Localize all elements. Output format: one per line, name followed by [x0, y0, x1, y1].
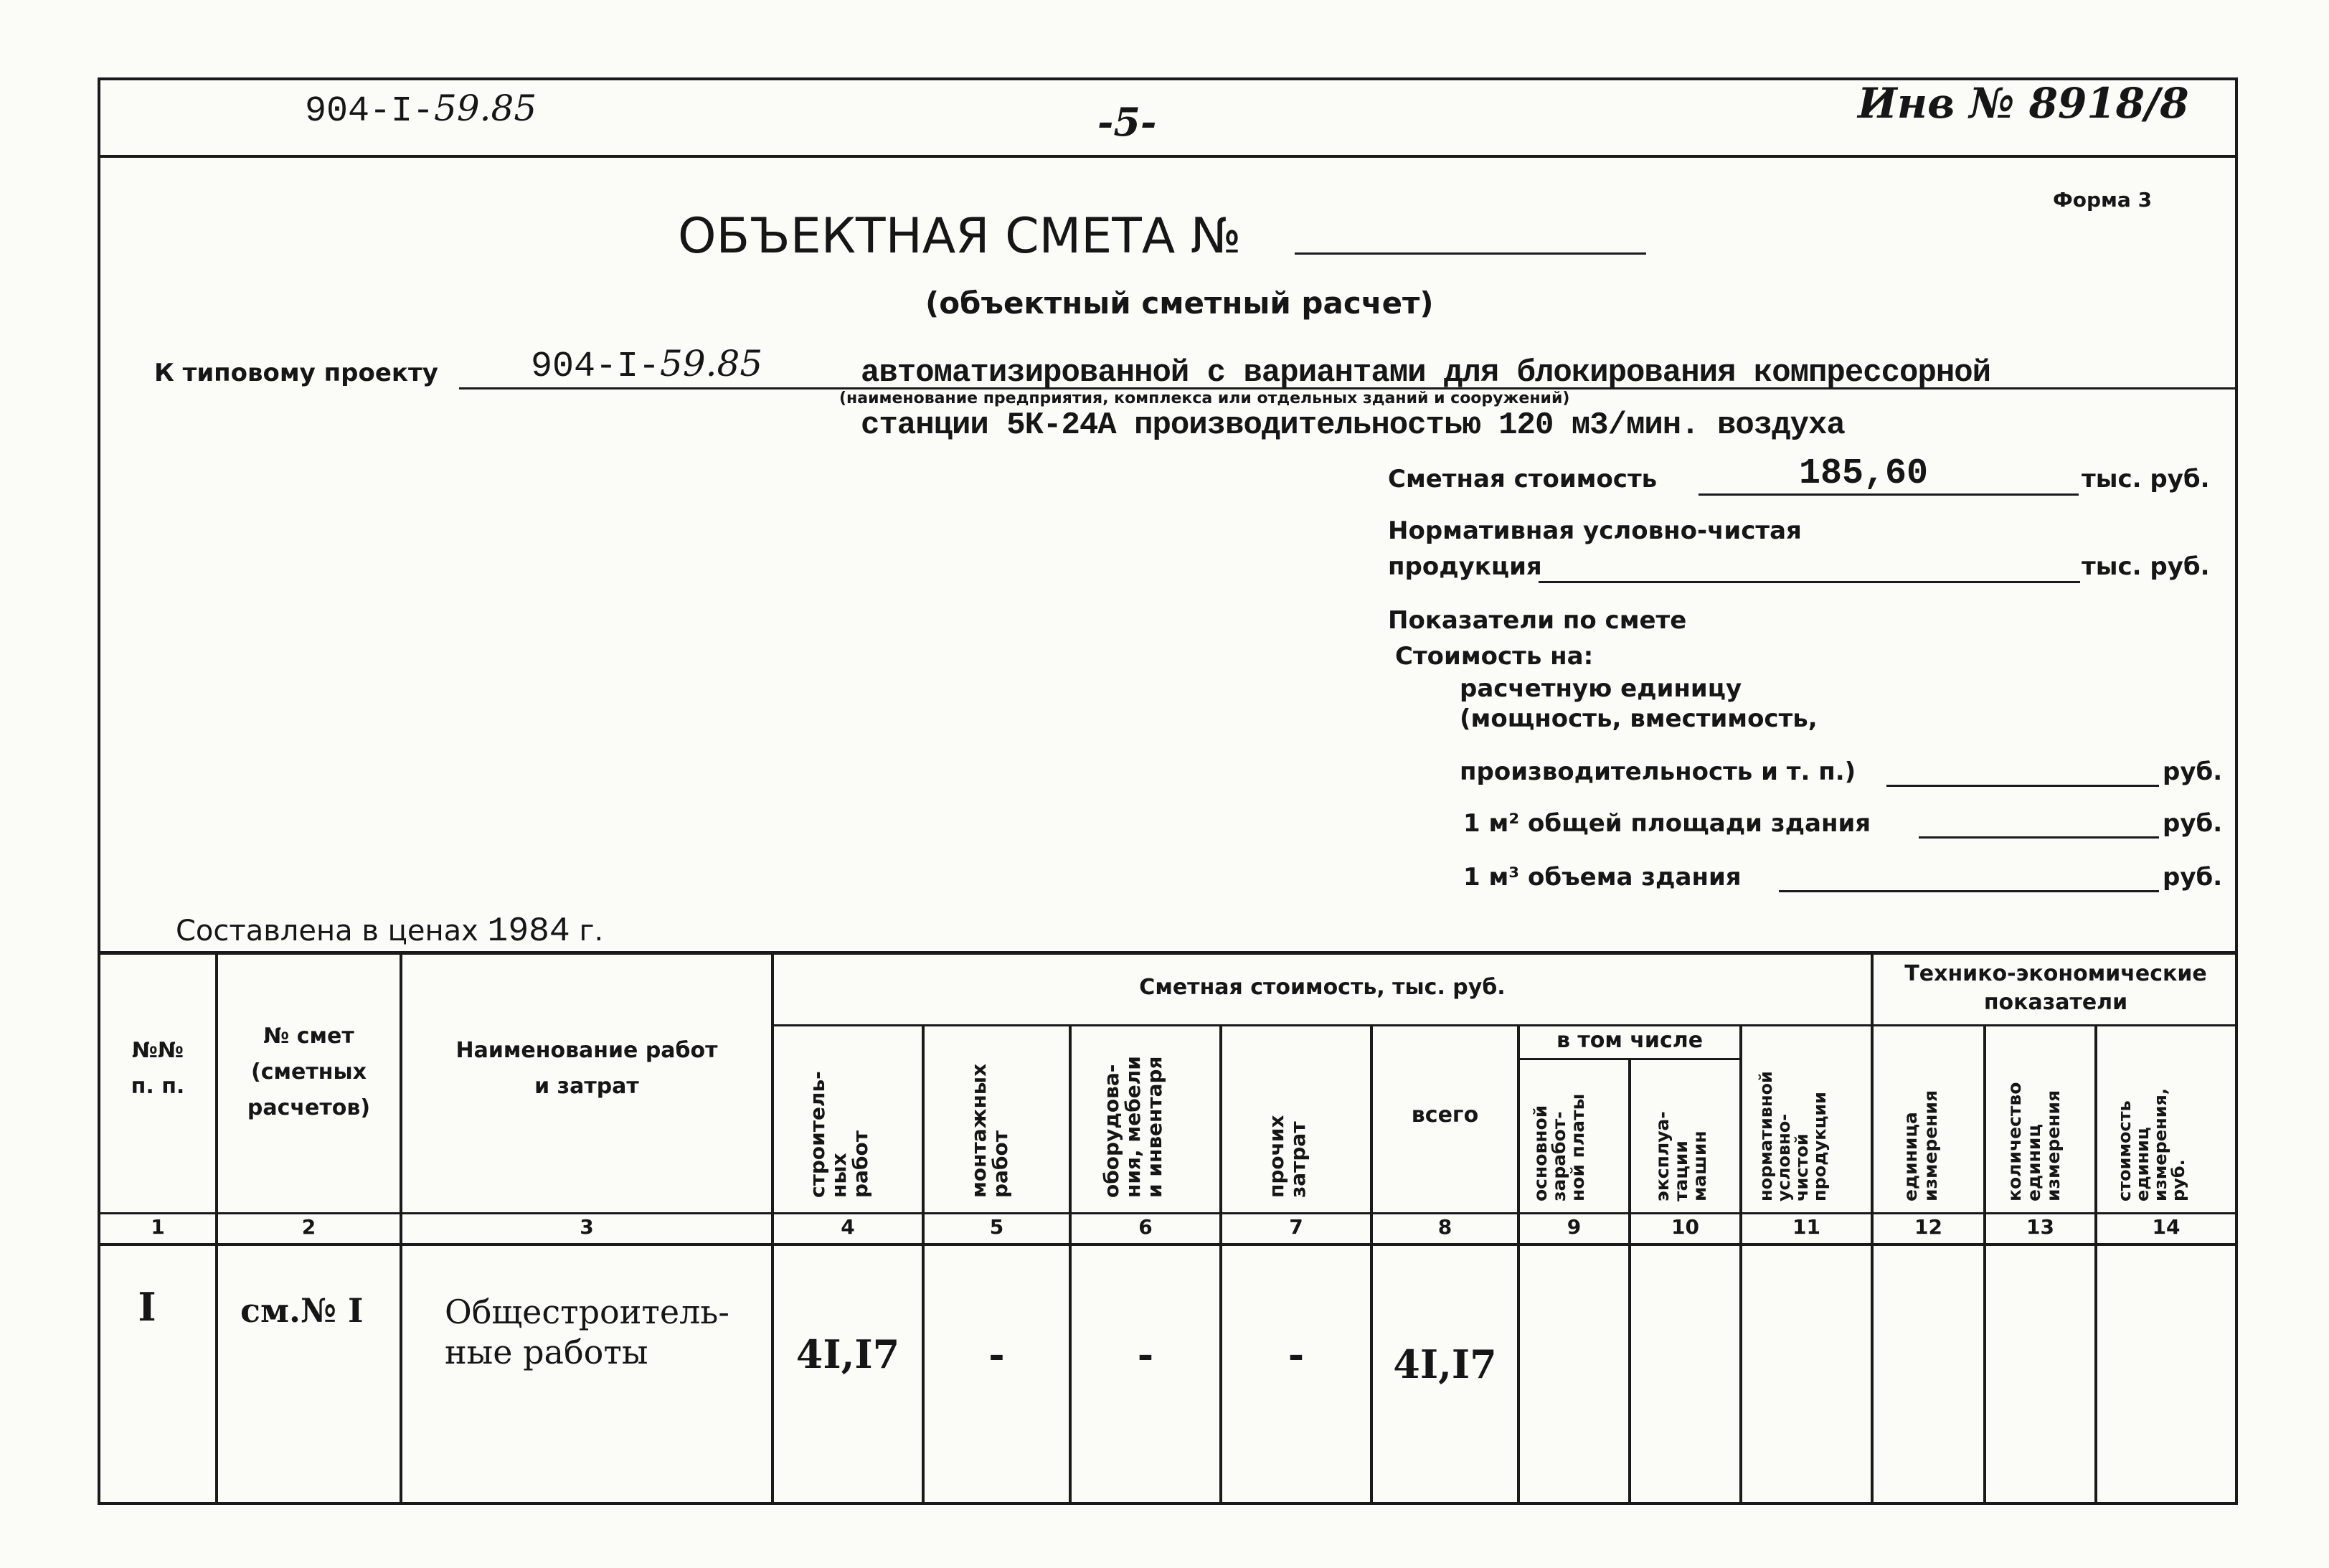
colnum-4: 4 — [841, 1215, 855, 1239]
colnum-14: 14 — [2152, 1215, 2181, 1239]
colnum-10: 10 — [1671, 1215, 1699, 1239]
project-number-printed: 904-I- — [531, 346, 661, 387]
indicators-title: Показатели по смете — [1388, 606, 1687, 635]
col-rule-6 — [1219, 1024, 1222, 1502]
row-equipment: - — [1137, 1331, 1154, 1377]
row-other: - — [1288, 1331, 1305, 1377]
project-name-line2: станции 5К-24А производительностью 120 м3/мин. воздуха — [861, 407, 1845, 443]
indicators-volume-underline — [1779, 890, 2159, 892]
indicators-volume: 1 м³ объема здания — [1463, 863, 1742, 892]
header-unit-cost: стоимость единиц измерения, руб. — [2115, 1087, 2188, 1201]
row-name-line1: Общестроитель- — [445, 1293, 729, 1331]
col-rule-13 — [2094, 1024, 2097, 1502]
colnum-11: 11 — [1792, 1215, 1820, 1239]
header-num: №№ п. п. — [131, 1038, 185, 1099]
indicators-volume-rub: руб. — [2163, 863, 2223, 892]
header-machines: эксплуа- тации машин — [1652, 1111, 1710, 1201]
header-cost-group: Сметная стоимость, тыс. руб. — [1139, 975, 1506, 1000]
header-equipment: оборудова- ния, мебели и инвентаря — [1100, 1056, 1166, 1198]
colnum-rule-bottom — [98, 1243, 2238, 1246]
col-rule-10 — [1739, 1024, 1742, 1502]
colnum-7: 7 — [1289, 1215, 1303, 1239]
project-label: К типовому проекту — [154, 359, 438, 387]
row-installation: - — [988, 1331, 1005, 1377]
inventory-number: Инв № 8918/8 — [1858, 79, 2189, 128]
indicators-unit-2: (мощность, вместимость, — [1460, 704, 1818, 733]
colnum-5: 5 — [989, 1215, 1004, 1239]
header-total: всего — [1411, 1102, 1479, 1128]
prices-year-suffix: г. — [579, 915, 604, 948]
header-construction: строитель- ных работ — [806, 1071, 872, 1198]
indicators-unit-3: производительность и т. п.) — [1460, 757, 1856, 786]
project-number — [531, 343, 762, 387]
header-estimate: № смет (сметных расчетов) — [247, 1024, 371, 1120]
header-incl: в том числе — [1556, 1028, 1704, 1053]
header-normative: нормативной условно- чистой продукции — [1756, 1071, 1830, 1201]
header-name: Наименование работ и затрат — [455, 1038, 718, 1099]
prices-year-label: Составлена в ценах — [176, 915, 478, 948]
normative-unit: тыс. руб. — [2082, 552, 2210, 581]
col-rule-4 — [922, 1024, 925, 1502]
indicators-cost-on: Стоимость на: — [1395, 642, 1594, 671]
row-name-line2: ные работы — [445, 1333, 648, 1371]
frame-right — [2235, 77, 2238, 1505]
indicators-unit-underline — [1886, 785, 2159, 787]
page-subtitle: (объектный сметный расчет) — [925, 285, 1434, 321]
form-label: Форма 3 — [2053, 188, 2153, 212]
indicators-area: 1 м² общей площади здания — [1463, 809, 1871, 838]
header-unit: единица измерения — [1900, 1090, 1941, 1201]
page-number: -5- — [1097, 99, 1157, 145]
col-rule-8 — [1517, 1024, 1520, 1502]
doc-number — [305, 88, 537, 132]
colnum-2: 2 — [301, 1215, 316, 1239]
project-name-line1: автоматизированной с вариантами для блокирования компрессорной — [861, 355, 1991, 391]
row-construction: 4I,I7 — [795, 1331, 900, 1377]
indicators-unit-rub: руб. — [2163, 757, 2223, 786]
project-number-hand: 59.85 — [660, 343, 763, 384]
column-numbers-row — [0, 1215, 2329, 1242]
project-name-caption: (наименование предприятия, комплекса или отдельных зданий и сооружений) — [839, 389, 1570, 407]
col-rule-5 — [1069, 1024, 1072, 1502]
row-total: 4I,I7 — [1393, 1341, 1497, 1387]
row-estimate: см.№ I — [240, 1291, 364, 1330]
indicators-area-rub: руб. — [2163, 809, 2223, 838]
header-other: прочих затрат — [1265, 1115, 1310, 1198]
header-quantity: количество единиц измерения — [2004, 1082, 2064, 1201]
estimated-cost-value: 185,60 — [1799, 453, 1929, 494]
colnum-1: 1 — [151, 1215, 165, 1239]
normative-label-2: продукция — [1388, 552, 1542, 581]
colnum-rule-top — [98, 1212, 2238, 1214]
normative-underline — [1539, 581, 2080, 583]
colnum-12: 12 — [1914, 1215, 1942, 1239]
doc-number-hand: 59.85 — [434, 88, 537, 129]
colnum-8: 8 — [1437, 1215, 1452, 1239]
indicators-area-underline — [1919, 836, 2159, 839]
header-tech: Технико-экономические показатели — [1904, 961, 2207, 1015]
col-rule-7 — [1370, 1024, 1373, 1502]
estimated-cost-unit: тыс. руб. — [2082, 465, 2210, 493]
colnum-3: 3 — [580, 1215, 594, 1239]
estimated-cost-label: Сметная стоимость — [1388, 465, 1658, 493]
indicators-unit-1: расчетную единицу — [1460, 674, 1742, 703]
col-rule-9 — [1628, 1058, 1631, 1502]
colnum-13: 13 — [2026, 1215, 2054, 1239]
page-title: ОБЪЕКТНАЯ СМЕТА № — [678, 208, 1242, 265]
colnum-9: 9 — [1567, 1215, 1582, 1239]
header-wages: основной заработ- ной платы — [1530, 1093, 1588, 1201]
prices-year-line — [176, 912, 603, 951]
table-top-rule — [98, 951, 2238, 955]
group-rule — [771, 1024, 2238, 1026]
doc-number-printed: 904-I- — [305, 91, 435, 132]
col-rule-12 — [1983, 1024, 1986, 1502]
normative-label-1: Нормативная условно-чистая — [1388, 516, 1802, 545]
colnum-6: 6 — [1138, 1215, 1153, 1239]
title-number-underline — [1295, 252, 1646, 255]
prices-year-value: 1984 — [487, 912, 570, 951]
table-bottom-rule — [98, 1502, 2238, 1505]
header-installation: монтажных работ — [967, 1063, 1012, 1198]
row-num: I — [138, 1284, 156, 1330]
header-strip-line — [98, 155, 2238, 158]
